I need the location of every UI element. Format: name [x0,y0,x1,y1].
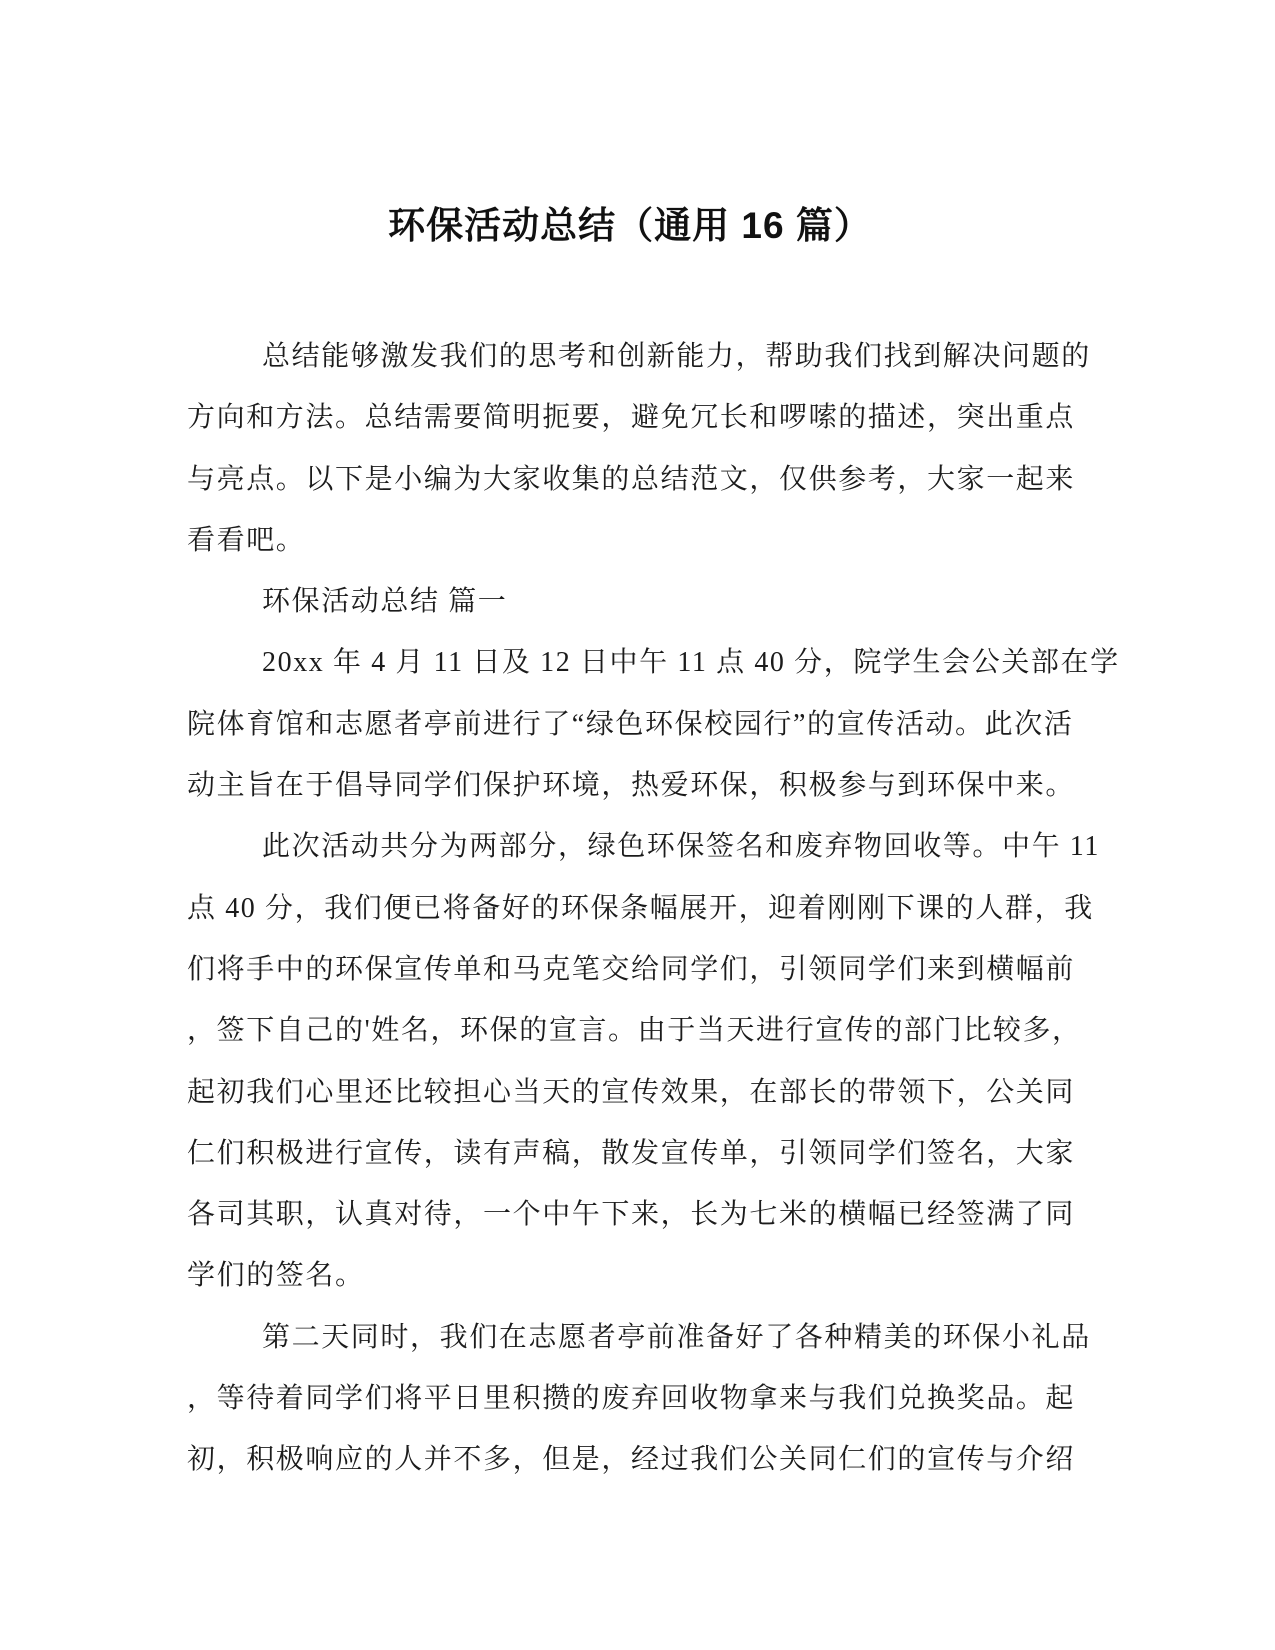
document-line: ，等待着同学们将平日里积攒的废弃回收物拿来与我们兑换奖品。起 [187,1383,1076,1415]
document-line: 环保活动总结 篇一 [262,586,508,618]
paragraph [187,571,1077,632]
paragraph [187,1307,1091,1491]
document-line: 各司其职，认真对待，一个中午下来，长为七米的横幅已经签满了同 [187,1199,1076,1231]
document-line: 学们的签名。 [187,1260,365,1292]
document-line: 第二天同时，我们在志愿者亭前准备好了各种精美的环保小礼品 [262,1321,1091,1353]
document-line: 起初我们心里还比较担心当天的宣传效果，在部长的带领下，公关同 [187,1076,1076,1108]
document-line: 总结能够激发我们的思考和创新能力，帮助我们找到解决问题的 [262,341,1091,372]
paragraph [187,816,1100,1306]
document-title: 环保活动总结（通用 16 篇） [388,205,872,246]
document-line: 点 40 分，我们便已将备好的环保条幅展开，迎着刚刚下课的人群，我 [187,892,1094,924]
document-line: 20xx 年 4 月 11 日及 12 日中午 11 点 40 分，院学生会公关部在学 [262,647,1120,679]
document-line: 仁们积极进行宣传，读有声稿，散发宣传单，引领同学们签名，大家 [187,1137,1076,1169]
document-body [187,326,1120,1491]
document-line: ，签下自己的'姓名，环保的宣言。由于当天进行宣传的部门比较多， [187,1015,1082,1047]
document-line: 此次活动共分为两部分，绿色环保签名和废弃物回收等。中午 11 [262,831,1100,863]
document-line: 初，积极响应的人并不多，但是，经过我们公关同仁们的宣传与介绍 [187,1444,1076,1476]
document-line: 看看吧。 [187,524,306,556]
document-line: 院体育馆和志愿者亭前进行了“绿色环保校园行”的宣传活动。此次活 [187,708,1074,740]
document-line: 动主旨在于倡导同学们保护环境，热爱环保，积极参与到环保中来。 [187,770,1076,802]
paragraph [187,632,1120,816]
paragraph [187,326,1091,571]
document-line: 们将手中的环保宣传单和马克笔交给同学们，引领同学们来到横幅前 [187,953,1076,985]
document-line: 方向和方法。总结需要简明扼要，避免冗长和啰嗦的描述，突出重点 [187,402,1076,434]
document-line: 与亮点。以下是小编为大家收集的总结范文，仅供参考，大家一起来 [187,463,1076,495]
